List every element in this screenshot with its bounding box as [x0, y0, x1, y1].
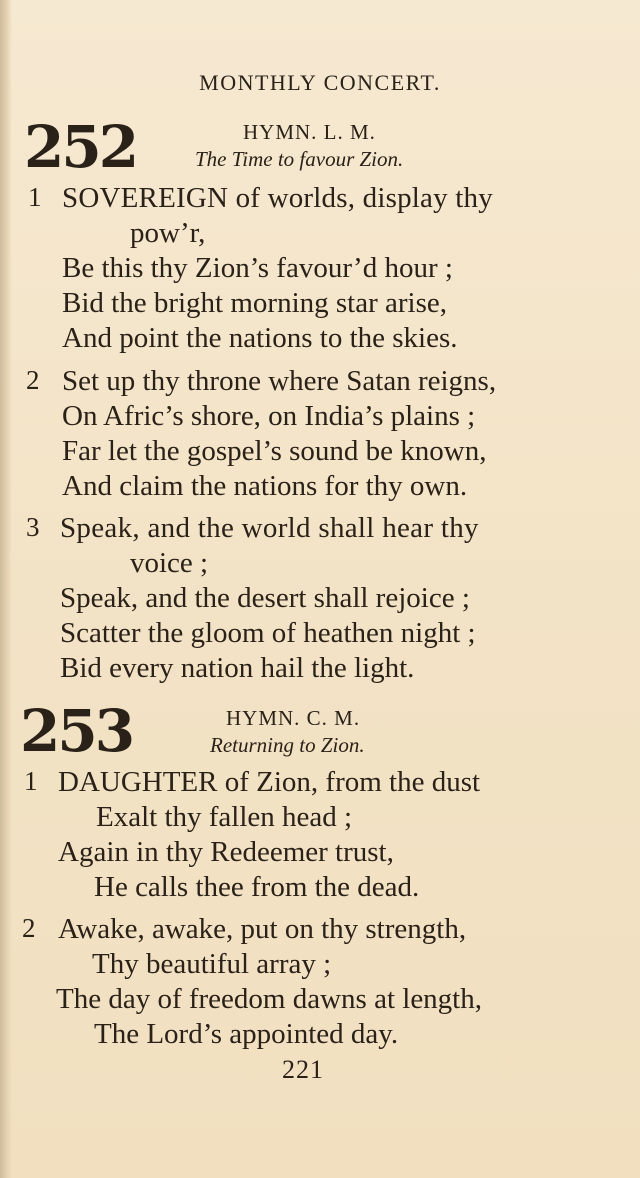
stanza-number: 3 [26, 512, 40, 542]
verse-line: Bid every nation hail the light. [60, 652, 415, 684]
verse-line: SOVEREIGN of worlds, display thy [62, 182, 493, 214]
verse-line: He calls thee from the dead. [94, 871, 420, 903]
verse-line: Speak, and the world shall hear thy [60, 512, 479, 544]
verse-line: Exalt thy fallen head ; [96, 801, 353, 833]
verse-line: The day of freedom dawns at length, [56, 983, 482, 1015]
verse-line: On Afric’s shore, on India’s plains ; [62, 400, 476, 432]
stanza-number: 1 [28, 182, 42, 212]
verse-line: And point the nations to the skies. [62, 322, 458, 354]
hymn-title: Returning to Zion. [210, 733, 365, 757]
verse-line: voice ; [130, 547, 209, 579]
verse-line: Far let the gospel’s sound be known, [62, 435, 487, 467]
hymn-meter: HYMN. C. M. [226, 706, 361, 730]
verse-line: Again in thy Redeemer trust, [58, 836, 394, 868]
verse-line: Be this thy Zion’s favour’d hour ; [62, 252, 453, 284]
verse-line: The Lord’s appointed day. [94, 1018, 399, 1050]
verse-line: pow’r, [130, 217, 206, 249]
verse-line: Set up thy throne where Satan reigns, [62, 365, 497, 397]
hymn-meter: HYMN. L. M. [243, 120, 376, 144]
verse-line: Awake, awake, put on thy strength, [58, 913, 467, 945]
verse-line: DAUGHTER of Zion, from the dust [58, 766, 481, 798]
hymn-number: 252 [24, 113, 137, 181]
stanza-number: 2 [26, 365, 40, 395]
verse-line: Thy beautiful array ; [92, 948, 332, 980]
stanza-number: 1 [24, 766, 38, 796]
hymn-title: The Time to favour Zion. [195, 147, 404, 171]
running-head: MONTHLY CONCERT. [199, 70, 441, 95]
verse-line: Bid the bright morning star arise, [62, 287, 447, 319]
verse-line: Scatter the gloom of heathen night ; [60, 617, 476, 649]
verse-line: Speak, and the desert shall rejoice ; [60, 582, 470, 614]
hymn-number: 253 [20, 697, 133, 765]
verse-line: And claim the nations for thy own. [62, 470, 468, 502]
stanza-number: 2 [22, 913, 36, 943]
page-number: 221 [282, 1055, 324, 1084]
